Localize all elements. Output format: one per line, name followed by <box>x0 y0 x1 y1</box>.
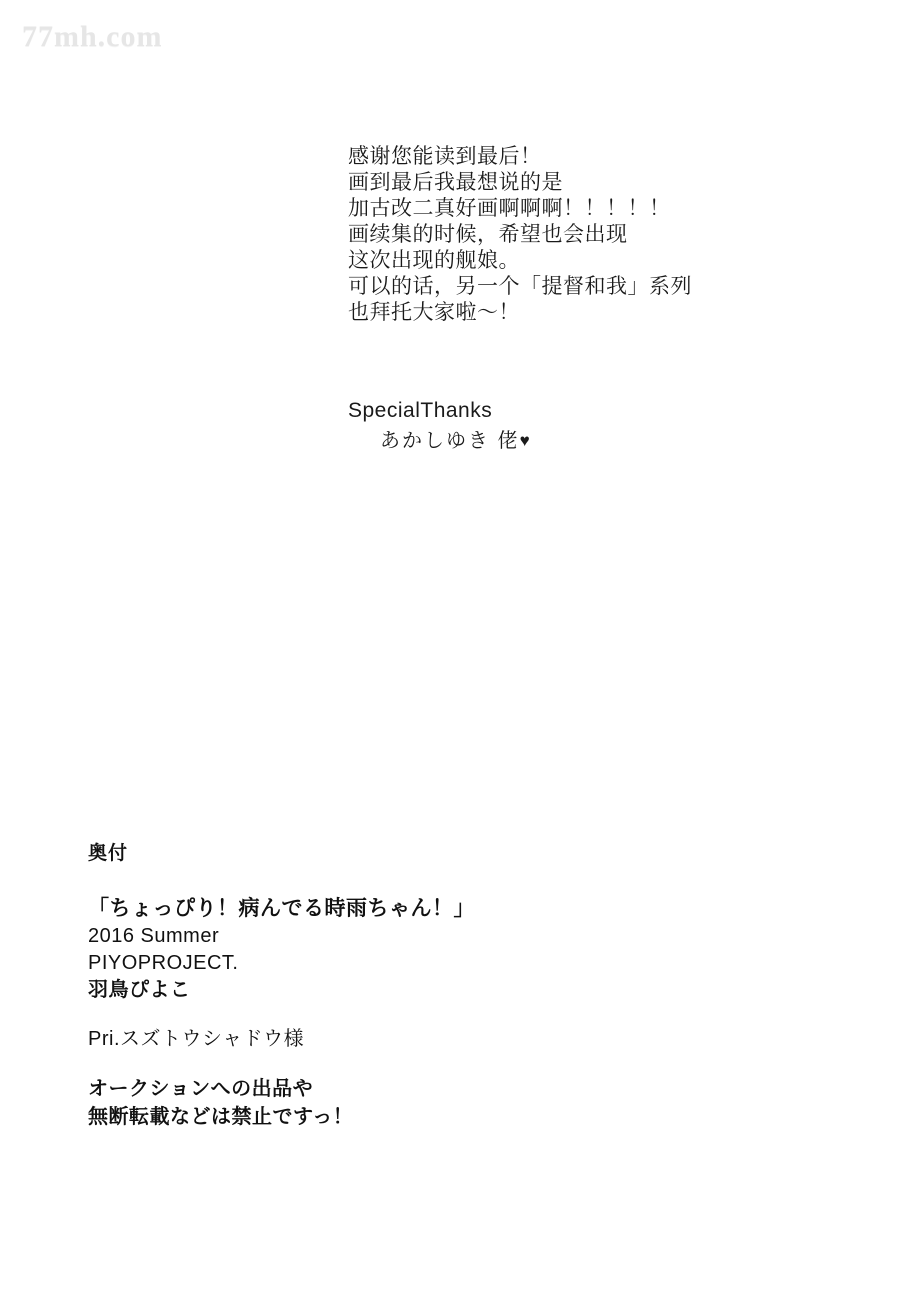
colophon-work-title: 「ちょっぴり！病んでる時雨ちゃん！」 <box>88 897 475 920</box>
afterword-line: 感谢您能读到最后！ <box>348 145 542 168</box>
colophon-notice-line: オークションへの出品や <box>88 1078 314 1100</box>
afterword-line: 可以的话，另一个「提督和我」系列 <box>348 275 692 298</box>
afterword-line: 这次出现的舰娘。 <box>348 249 520 272</box>
colophon-author: 羽鳥ぴよこ <box>88 979 191 1001</box>
colophon-block <box>88 838 475 1131</box>
colophon-spacer <box>88 1004 475 1026</box>
colophon-circle: PIYOPROJECT. <box>88 952 239 974</box>
afterword-line: 也拜托大家啦～！ <box>348 301 520 324</box>
colophon-year: 2016 Summer <box>88 925 220 947</box>
special-thanks-title: SpecialThanks <box>348 399 493 422</box>
site-watermark: 77mh.com <box>22 20 163 53</box>
colophon-notice-line: 無断転載などは禁止ですっ！ <box>88 1106 354 1128</box>
afterword-line: 画到最后我最想说的是 <box>348 171 563 194</box>
colophon-spacer <box>88 1053 475 1075</box>
afterword-text-block <box>348 144 768 326</box>
special-thanks-name <box>380 428 532 454</box>
heart-icon: ♥ <box>519 431 532 450</box>
special-thanks-person: あかしゆき 佬 <box>380 430 520 452</box>
colophon-credit: Pri.スズトウシャドウ様 <box>88 1028 305 1050</box>
afterword-line: 加古改二真好画啊啊啊！！！！！ <box>348 197 671 220</box>
afterword-line: 画续集的时候，希望也会出现 <box>348 223 628 246</box>
special-thanks-block <box>348 398 532 454</box>
colophon-heading: 奥付 <box>88 843 129 864</box>
